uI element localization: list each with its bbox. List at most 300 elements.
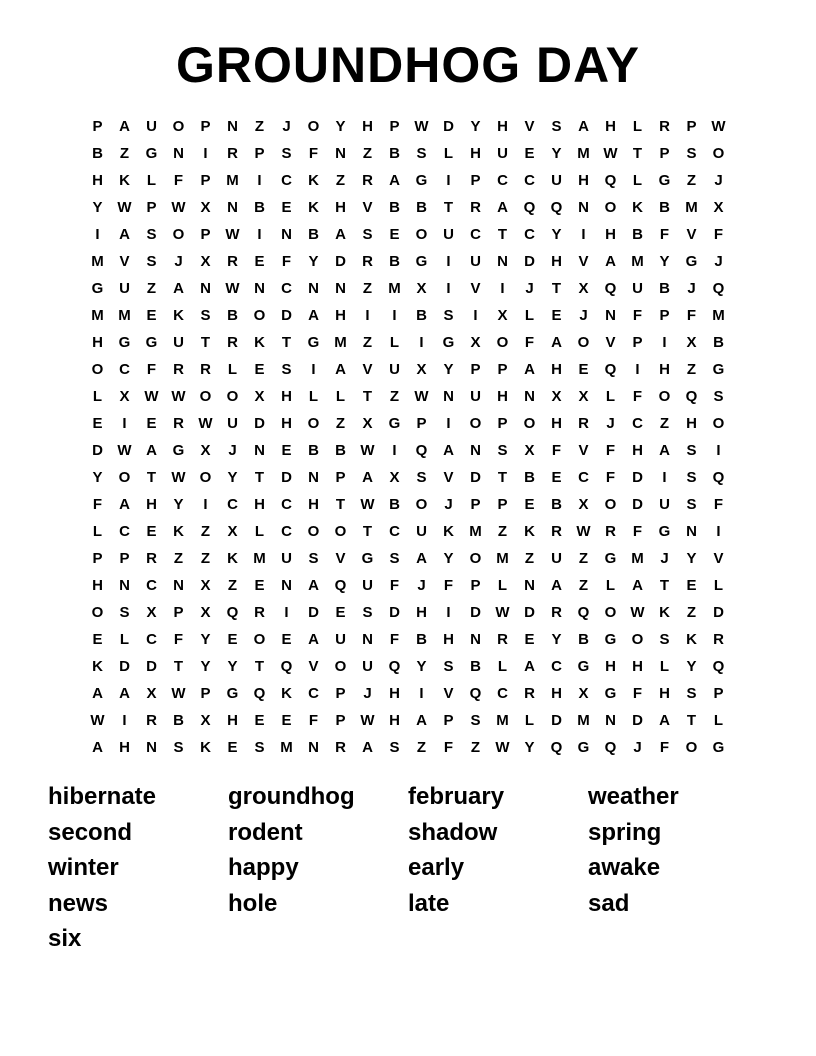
grid-cell: L [713, 712, 724, 729]
grid-cell: V [686, 226, 697, 243]
grid-cell: Y [443, 550, 454, 567]
grid-cell: A [308, 631, 319, 648]
grid-cell: F [389, 577, 400, 594]
grid-row [84, 572, 732, 599]
grid-cell: Q [253, 685, 266, 702]
grid-cell: E [227, 739, 238, 756]
grid-cell: Y [551, 226, 562, 243]
grid-cell: X [200, 712, 211, 729]
grid-cell: A [335, 361, 346, 378]
grid-cell: P [497, 415, 508, 432]
grid-cell: Z [524, 550, 535, 567]
grid-cell: L [524, 712, 535, 729]
grid-cell: N [281, 226, 292, 243]
grid-cell: S [254, 739, 265, 756]
grid-cell: F [713, 496, 724, 513]
grid-cell: D [551, 712, 562, 729]
grid-cell: M [280, 739, 293, 756]
grid-cell: T [200, 334, 211, 351]
grid-cell: M [496, 712, 509, 729]
grid-cell: S [659, 631, 670, 648]
grid-cell: H [227, 712, 238, 729]
grid-cell: M [469, 523, 482, 540]
grid-cell: S [551, 118, 562, 135]
grid-cell: P [632, 334, 643, 351]
grid-cell: C [146, 631, 157, 648]
grid-cell: P [389, 118, 400, 135]
grid-cell: U [497, 145, 508, 162]
grid-cell: P [416, 415, 427, 432]
grid-cell: J [714, 253, 723, 270]
grid-cell: V [443, 469, 454, 486]
grid-cell: W [711, 118, 726, 135]
grid-cell: O [172, 118, 185, 135]
grid-cell: G [415, 172, 428, 189]
grid-cell: G [145, 145, 158, 162]
grid-cell: M [118, 307, 131, 324]
grid-cell: K [173, 523, 184, 540]
grid-cell: J [606, 415, 615, 432]
grid-cell: M [226, 172, 239, 189]
grid-cell: E [146, 523, 157, 540]
grid-cell: J [282, 118, 291, 135]
grid-cell: P [686, 118, 697, 135]
grid-cell: P [470, 577, 481, 594]
grid-cell: L [524, 307, 535, 324]
grid-cell: B [227, 307, 238, 324]
grid-cell: O [334, 523, 347, 540]
grid-cell: S [686, 442, 697, 459]
grid-cell: E [146, 415, 157, 432]
grid-cell: J [687, 280, 696, 297]
grid-cell: L [146, 172, 157, 189]
grid-cell: H [254, 496, 265, 513]
grid-cell: C [578, 469, 589, 486]
grid-cell: H [362, 118, 373, 135]
grid-cell: N [308, 280, 319, 297]
grid-cell: R [173, 361, 184, 378]
grid-cell: B [416, 199, 427, 216]
grid-cell: K [659, 604, 670, 621]
grid-cell: G [118, 334, 131, 351]
grid-cell: G [658, 523, 671, 540]
grid-cell: I [392, 307, 397, 324]
grid-cell: W [117, 442, 132, 459]
grid-cell: R [146, 712, 157, 729]
grid-cell: S [119, 604, 130, 621]
grid-cell: Y [470, 118, 481, 135]
grid-cell: B [578, 631, 589, 648]
grid-cell: C [146, 577, 157, 594]
grid-cell: K [686, 631, 697, 648]
grid-cell: T [632, 145, 643, 162]
grid-cell: E [551, 307, 562, 324]
grid-cell: S [308, 550, 319, 567]
grid-cell: H [119, 739, 130, 756]
grid-cell: B [389, 145, 400, 162]
grid-cell: U [659, 496, 670, 513]
grid-cell: E [281, 631, 292, 648]
grid-cell: Z [578, 550, 589, 567]
grid-cell: G [712, 739, 725, 756]
grid-cell: Q [388, 658, 401, 675]
grid-cell: M [388, 280, 401, 297]
grid-cell: O [307, 523, 320, 540]
grid-cell: U [119, 280, 130, 297]
grid-cell: I [257, 172, 262, 189]
grid-cell: Z [416, 739, 427, 756]
grid-cell: E [551, 469, 562, 486]
grid-cell: H [308, 496, 319, 513]
grid-cell: Z [389, 388, 400, 405]
grid-cell: W [495, 604, 510, 621]
grid-cell: D [281, 469, 292, 486]
grid-cell: H [551, 253, 562, 270]
grid-cell: F [173, 631, 184, 648]
grid-cell: C [470, 226, 481, 243]
grid-cell: F [146, 361, 157, 378]
grid-row [84, 167, 732, 194]
grid-cell: J [525, 280, 534, 297]
grid-cell: Z [227, 577, 238, 594]
grid-cell: E [227, 631, 238, 648]
grid-cell: Y [308, 253, 319, 270]
grid-cell: Q [550, 199, 563, 216]
grid-cell: B [254, 199, 265, 216]
grid-cell: A [524, 361, 535, 378]
grid-cell: A [578, 118, 589, 135]
grid-cell: I [446, 172, 451, 189]
grid-cell: O [91, 604, 104, 621]
grid-cell: A [497, 199, 508, 216]
grid-cell: T [362, 388, 373, 405]
grid-cell: P [335, 712, 346, 729]
grid-cell: J [228, 442, 237, 459]
grid-cell: B [389, 496, 400, 513]
grid-cell: X [146, 604, 157, 621]
grid-cell: U [443, 226, 454, 243]
grid-cell: P [470, 361, 481, 378]
grid-cell: P [254, 145, 265, 162]
grid-cell: M [712, 307, 725, 324]
grid-cell: R [362, 172, 373, 189]
grid-cell: O [496, 334, 509, 351]
grid-cell: A [524, 658, 535, 675]
word-list-item: spring [588, 818, 662, 846]
grid-cell: N [605, 307, 616, 324]
grid-cell: K [92, 658, 103, 675]
grid-cell: W [414, 388, 429, 405]
grid-cell: V [605, 334, 616, 351]
grid-cell: R [578, 415, 589, 432]
grid-cell: P [713, 685, 724, 702]
grid-cell: X [713, 199, 724, 216]
grid-cell: F [308, 145, 319, 162]
grid-cell: P [119, 550, 130, 567]
grid-cell: S [443, 658, 454, 675]
grid-cell: B [659, 280, 670, 297]
grid-cell: H [686, 415, 697, 432]
grid-cell: A [551, 577, 562, 594]
grid-cell: F [92, 496, 103, 513]
grid-cell: P [659, 145, 670, 162]
grid-cell: N [443, 388, 454, 405]
grid-cell: W [225, 280, 240, 297]
grid-cell: M [631, 253, 644, 270]
grid-cell: X [200, 604, 211, 621]
grid-cell: A [146, 442, 157, 459]
grid-cell: I [446, 280, 451, 297]
grid-cell: E [254, 361, 265, 378]
grid-cell: S [173, 739, 184, 756]
grid-cell: P [470, 496, 481, 513]
grid-cell: W [630, 604, 645, 621]
grid-cell: A [605, 253, 616, 270]
grid-cell: X [227, 523, 238, 540]
grid-cell: S [281, 361, 292, 378]
grid-cell: T [497, 469, 508, 486]
grid-cell: Z [362, 334, 373, 351]
grid-row [84, 491, 732, 518]
grid-cell: D [524, 253, 535, 270]
grid-cell: A [92, 739, 103, 756]
grid-cell: R [146, 550, 157, 567]
grid-cell: W [360, 712, 375, 729]
grid-cell: W [360, 442, 375, 459]
grid-cell: O [712, 415, 725, 432]
grid-cell: Z [146, 280, 157, 297]
grid-cell: K [281, 685, 292, 702]
grid-cell: O [415, 496, 428, 513]
grid-cell: V [578, 442, 589, 459]
grid-cell: K [308, 199, 319, 216]
grid-cell: O [631, 631, 644, 648]
grid-cell: N [686, 523, 697, 540]
grid-cell: H [335, 307, 346, 324]
grid-cell: P [200, 685, 211, 702]
grid-cell: P [497, 361, 508, 378]
grid-cell: F [686, 307, 697, 324]
grid-cell: E [281, 712, 292, 729]
page-title: GROUNDHOG DAY [176, 37, 640, 93]
grid-cell: C [119, 523, 130, 540]
grid-cell: S [416, 469, 427, 486]
grid-cell: I [662, 334, 667, 351]
grid-cell: B [308, 442, 319, 459]
grid-cell: P [173, 604, 184, 621]
grid-cell: Q [469, 685, 482, 702]
grid-cell: C [524, 172, 535, 189]
grid-cell: G [442, 334, 455, 351]
grid-cell: Y [92, 199, 103, 216]
grid-cell: L [227, 361, 238, 378]
grid-cell: N [254, 442, 265, 459]
grid-cell: T [254, 658, 265, 675]
grid-cell: F [443, 739, 454, 756]
grid-cell: P [200, 172, 211, 189]
grid-row [84, 248, 732, 275]
grid-row [84, 437, 732, 464]
grid-cell: R [227, 145, 238, 162]
grid-cell: S [362, 604, 373, 621]
grid-cell: R [524, 685, 535, 702]
grid-cell: X [524, 442, 535, 459]
grid-cell: J [633, 739, 642, 756]
grid-cell: B [389, 253, 400, 270]
grid-cell: H [335, 199, 346, 216]
grid-cell: X [362, 415, 373, 432]
grid-cell: E [281, 199, 292, 216]
grid-cell: L [335, 388, 346, 405]
grid-cell: F [551, 442, 562, 459]
grid-cell: N [470, 442, 481, 459]
grid-cell: F [443, 577, 454, 594]
grid-cell: B [632, 226, 643, 243]
grid-cell: R [713, 631, 724, 648]
grid-cell: Z [173, 550, 184, 567]
grid-cell: A [308, 307, 319, 324]
grid-cell: L [713, 577, 724, 594]
grid-cell: A [308, 577, 319, 594]
grid-cell: F [308, 712, 319, 729]
grid-cell: D [632, 496, 643, 513]
grid-cell: X [578, 280, 589, 297]
grid-cell: Z [119, 145, 130, 162]
grid-cell: U [362, 577, 373, 594]
grid-cell: X [416, 361, 427, 378]
grid-cell: V [443, 685, 454, 702]
grid-cell: R [551, 523, 562, 540]
grid-cell: L [632, 172, 643, 189]
grid-cell: X [578, 388, 589, 405]
grid-cell: U [362, 658, 373, 675]
grid-cell: M [631, 550, 644, 567]
grid-cell: I [311, 361, 316, 378]
grid-cell: Y [686, 550, 697, 567]
grid-cell: I [662, 469, 667, 486]
grid-cell: W [171, 469, 186, 486]
grid-cell: K [173, 307, 184, 324]
grid-cell: P [335, 469, 346, 486]
grid-cell: Y [551, 631, 562, 648]
grid-cell: L [92, 388, 103, 405]
grid-cell: Y [659, 253, 670, 270]
grid-cell: X [389, 469, 400, 486]
grid-cell: H [281, 415, 292, 432]
grid-cell: F [173, 172, 184, 189]
grid-cell: H [92, 172, 103, 189]
grid-cell: M [253, 550, 266, 567]
grid-cell: X [119, 388, 130, 405]
grid-cell: Q [604, 172, 617, 189]
grid-row [84, 707, 732, 734]
grid-cell: G [145, 334, 158, 351]
grid-cell: K [524, 523, 535, 540]
grid-cell: O [415, 226, 428, 243]
grid-cell: E [578, 361, 589, 378]
grid-cell: O [469, 550, 482, 567]
grid-cell: Z [200, 550, 211, 567]
grid-cell: S [200, 307, 211, 324]
grid-cell: C [551, 658, 562, 675]
grid-cell: W [144, 388, 159, 405]
grid-cell: B [173, 712, 184, 729]
grid-cell: N [335, 280, 346, 297]
grid-cell: X [200, 442, 211, 459]
grid-cell: V [119, 253, 130, 270]
grid-cell: Z [578, 577, 589, 594]
grid-cell: O [307, 118, 320, 135]
grid-cell: O [253, 631, 266, 648]
grid-cell: B [308, 226, 319, 243]
grid-cell: U [335, 631, 346, 648]
grid-cell: I [446, 253, 451, 270]
grid-cell: N [605, 712, 616, 729]
grid-cell: I [635, 361, 640, 378]
grid-cell: Z [686, 361, 697, 378]
grid-cell: I [581, 226, 586, 243]
grid-cell: R [605, 523, 616, 540]
grid-cell: S [686, 469, 697, 486]
grid-cell: O [658, 388, 671, 405]
grid-cell: T [335, 496, 346, 513]
grid-cell: A [659, 442, 670, 459]
grid-cell: F [632, 388, 643, 405]
grid-cell: H [416, 604, 427, 621]
grid-cell: E [92, 415, 103, 432]
grid-cell: L [443, 145, 454, 162]
grid-cell: Z [200, 523, 211, 540]
grid-cell: H [551, 685, 562, 702]
grid-row [84, 680, 732, 707]
grid-cell: U [281, 550, 292, 567]
grid-cell: W [198, 415, 213, 432]
grid-cell: A [335, 226, 346, 243]
grid-cell: R [200, 361, 211, 378]
grid-cell: H [659, 685, 670, 702]
word-list-item: weather [588, 783, 679, 810]
grid-cell: H [92, 334, 103, 351]
grid-row [84, 194, 732, 221]
word-list-item: hibernate [48, 783, 157, 810]
grid-cell: I [122, 712, 127, 729]
grid-cell: O [172, 226, 185, 243]
grid-cell: O [469, 415, 482, 432]
grid-cell: G [604, 631, 617, 648]
grid-row [84, 545, 732, 572]
grid-cell: D [92, 442, 103, 459]
grid-cell: P [92, 550, 103, 567]
grid-cell: V [713, 550, 724, 567]
grid-cell: N [524, 577, 535, 594]
grid-cell: N [470, 631, 481, 648]
grid-cell: Z [362, 280, 373, 297]
grid-cell: R [470, 199, 481, 216]
grid-cell: F [605, 469, 616, 486]
grid-cell: F [659, 739, 670, 756]
grid-cell: V [335, 550, 346, 567]
grid-cell: I [365, 307, 370, 324]
grid-cell: L [605, 577, 616, 594]
grid-cell: N [254, 280, 265, 297]
grid-cell: D [335, 253, 346, 270]
grid-cell: V [470, 280, 481, 297]
grid-cell: C [281, 496, 292, 513]
grid-cell: E [335, 604, 346, 621]
grid-cell: Y [227, 658, 238, 675]
grid-row [84, 356, 732, 383]
grid-cell: I [203, 496, 208, 513]
